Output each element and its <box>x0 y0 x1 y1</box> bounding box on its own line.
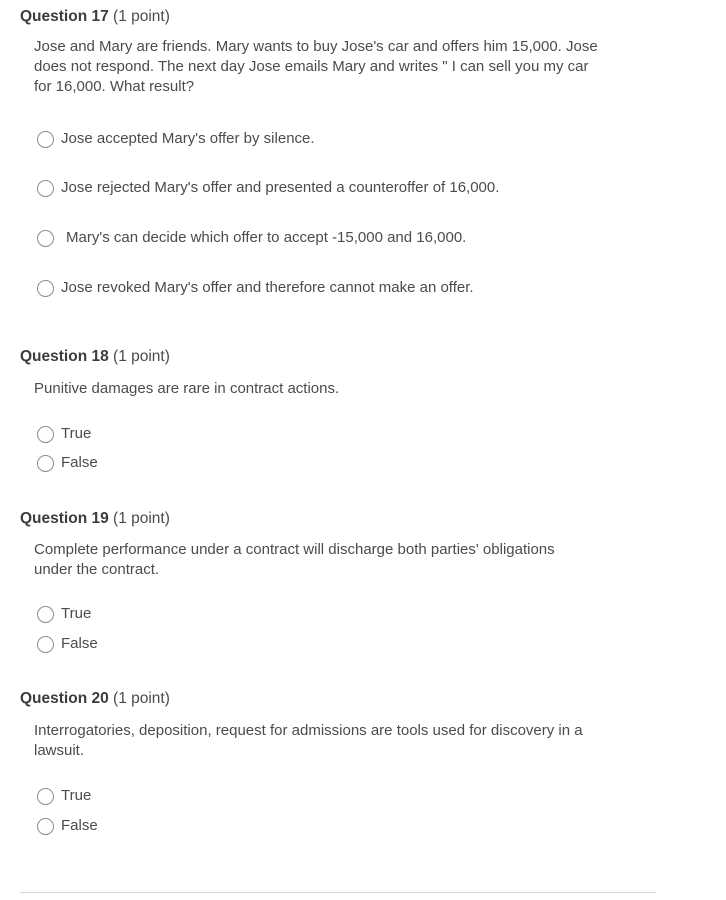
answer-option[interactable]: Jose revoked Mary's offer and therefore cannot make an offer. <box>37 278 474 298</box>
answer-option[interactable]: Jose rejected Mary's offer and presented a counteroffer of 16,000. <box>37 178 499 198</box>
answer-option-false[interactable]: False <box>37 816 98 836</box>
answer-option-false[interactable]: False <box>37 453 98 473</box>
radio-button[interactable] <box>37 180 54 197</box>
question-header: Question 19 (1 point) <box>20 510 170 527</box>
answer-option[interactable]: Jose accepted Mary's offer by silence. <box>37 129 315 149</box>
divider <box>20 892 656 893</box>
answer-option-true[interactable]: True <box>37 424 91 444</box>
question-header: Question 18 (1 point) <box>20 348 170 365</box>
radio-button[interactable] <box>37 131 54 148</box>
question-header: Question 20 (1 point) <box>20 690 170 707</box>
question-text: under the contract. <box>34 561 160 578</box>
question-text: Complete performance under a contract will discharge both parties' obligations <box>34 541 555 558</box>
radio-button[interactable] <box>37 280 54 297</box>
question-text: Jose and Mary are friends. Mary wants to buy Jose's car and offers him 15,000. Jose <box>34 38 598 55</box>
question-text: for 16,000. What result? <box>34 78 195 95</box>
answer-option-true[interactable]: True <box>37 604 91 624</box>
radio-button[interactable] <box>37 455 54 472</box>
radio-button[interactable] <box>37 636 54 653</box>
answer-option-false[interactable]: False <box>37 634 98 654</box>
answer-option[interactable]: Mary's can decide which offer to accept -15,000 and 16,000. <box>37 228 466 248</box>
answer-option-true[interactable]: True <box>37 786 91 806</box>
question-text: Punitive damages are rare in contract actions. <box>34 380 340 397</box>
radio-button[interactable] <box>37 818 54 835</box>
radio-button[interactable] <box>37 230 54 247</box>
question-text: lawsuit. <box>34 742 85 759</box>
radio-button[interactable] <box>37 788 54 805</box>
radio-button[interactable] <box>37 426 54 443</box>
question-header: Question 17 (1 point) <box>20 8 170 25</box>
radio-button[interactable] <box>37 606 54 623</box>
question-text: does not respond. The next day Jose emails Mary and writes " I can sell you my car <box>34 58 589 75</box>
question-text: Interrogatories, deposition, request for admissions are tools used for discovery in a <box>34 722 583 739</box>
